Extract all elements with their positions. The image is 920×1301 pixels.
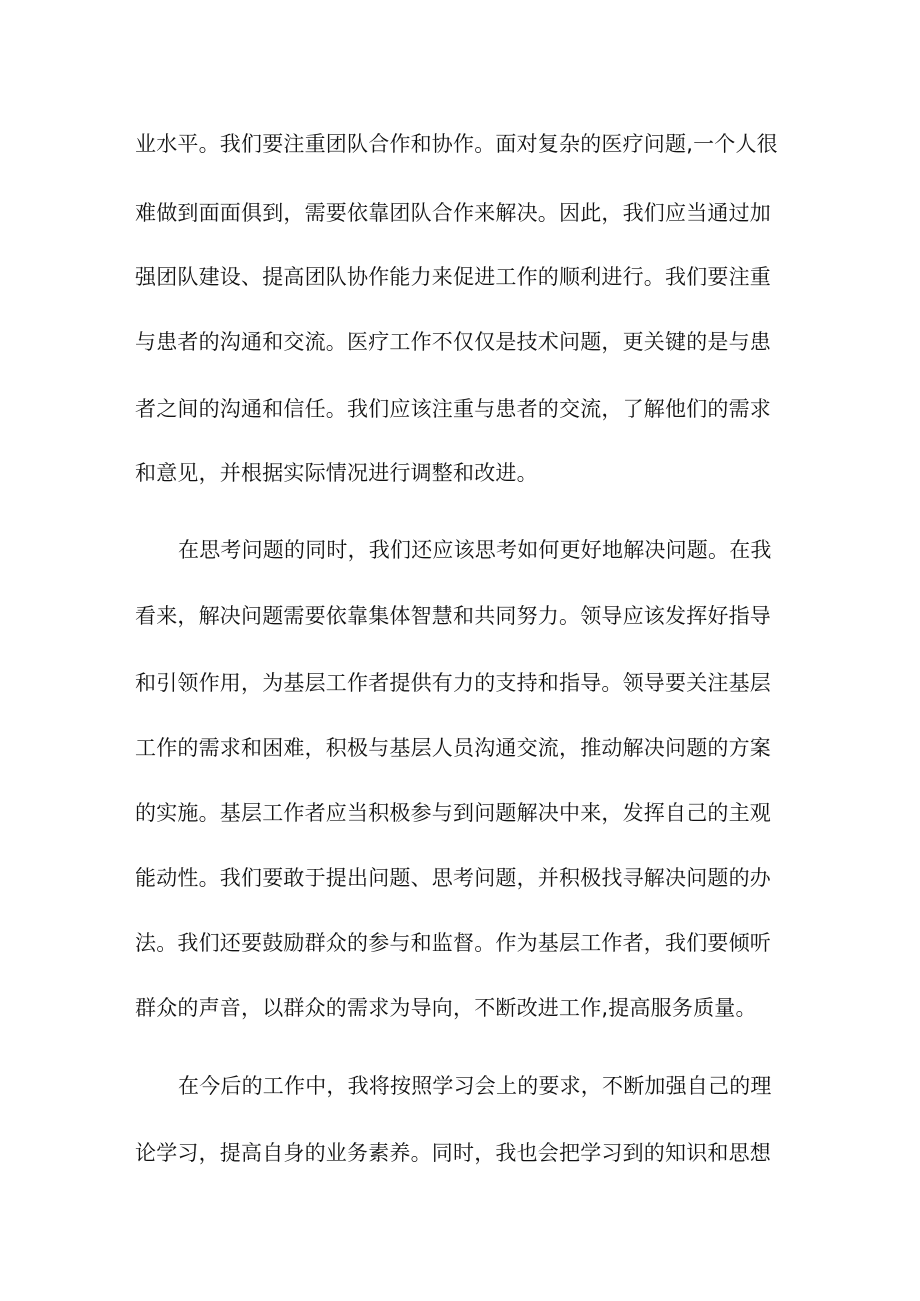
text-line: 能动性。我们要敢于提出问题、思考问题，并积极找寻解决问题的办 [135,866,771,890]
text-line: 论学习，提高自身的业务素养。同时，我也会把学习到的知识和思想 [135,1141,771,1165]
text-line: 在思考问题的同时，我们还应该思考如何更好地解决问题。在我 [178,538,772,562]
text-line: 与患者的沟通和交流。医疗工作不仅仅是技术问题，更关键的是与患 [135,330,771,354]
text-line: 和意见，并根据实际情况进行调整和改进。 [135,461,538,485]
text-line: 工作的需求和困难，积极与基层人员沟通交流，推动解决问题的方案 [135,736,771,760]
text-line: 的实施。基层工作者应当积极参与到问题解决中来，发挥自己的主观 [135,801,771,825]
text-line: 者之间的沟通和信任。我们应该注重与患者的交流，了解他们的需求 [135,397,771,421]
text-line: 业水平。我们要注重团队合作和协作。面对复杂的医疗问题,一个人很 [135,132,778,156]
text-line: 和引领作用，为基层工作者提供有力的支持和指导。领导要关注基层 [135,671,771,695]
text-line: 群众的声音，以群众的需求为导向，不断改进工作,提高服务质量。 [135,996,757,1020]
text-line: 难做到面面俱到，需要依靠团队合作来解决。因此，我们应当通过加 [135,201,771,225]
text-line: 看来，解决问题需要依靠集体智慧和共同努力。领导应该发挥好指导 [135,604,771,628]
text-line: 在今后的工作中，我将按照学习会上的要求，不断加强自己的理 [178,1074,772,1098]
text-line: 法。我们还要鼓励群众的参与和监督。作为基层工作者，我们要倾听 [135,931,771,955]
text-line: 强团队建设、提高团队协作能力来促进工作的顺利进行。我们要注重 [135,265,771,289]
